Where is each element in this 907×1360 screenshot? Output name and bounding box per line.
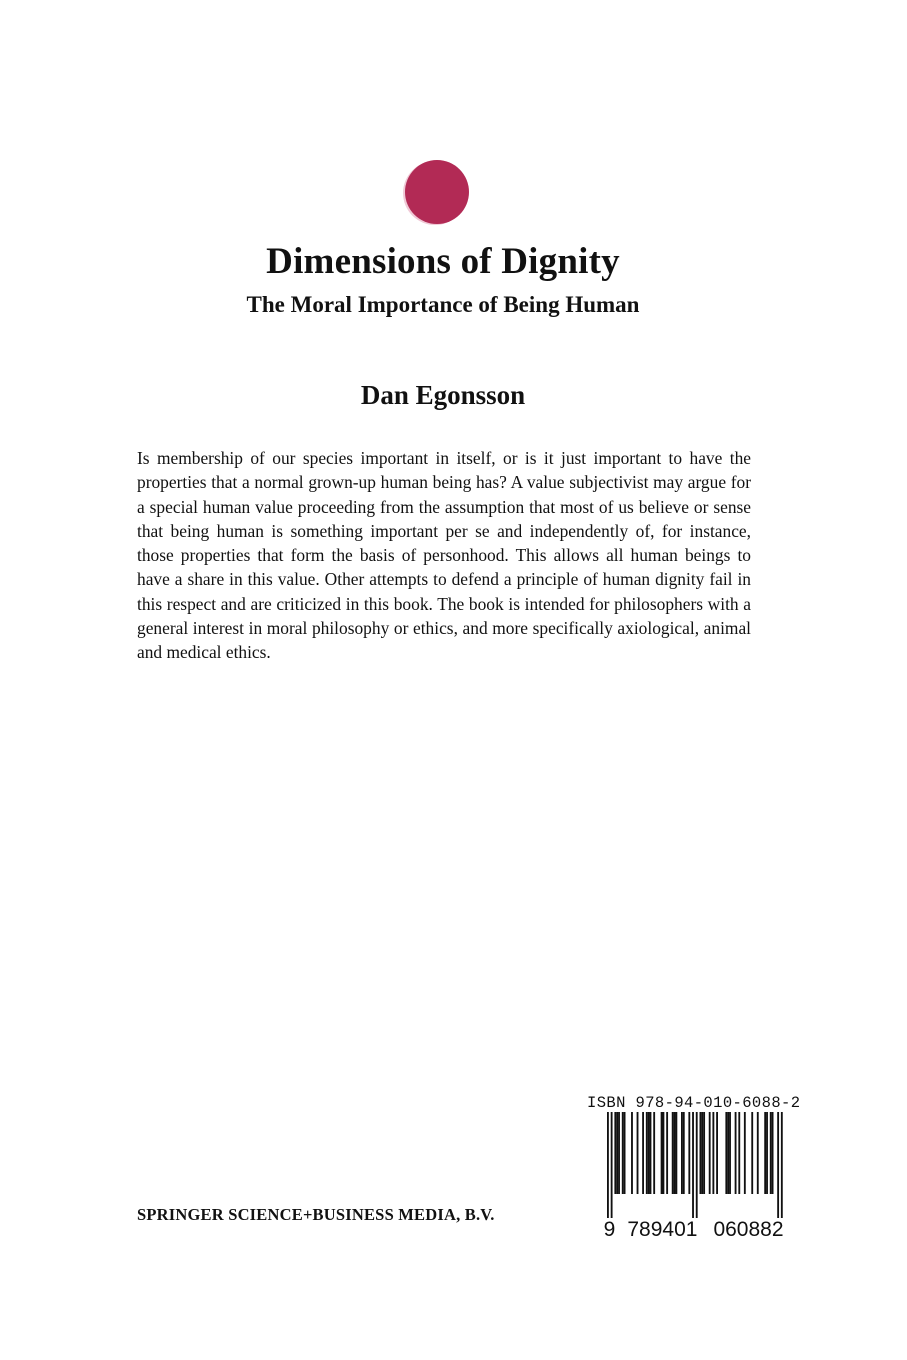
barcode-bar (766, 1112, 768, 1194)
decorative-dot (405, 160, 469, 224)
barcode-bar (701, 1112, 703, 1194)
barcode-bar (709, 1112, 711, 1194)
barcode-bar (683, 1112, 685, 1194)
barcode-bar (703, 1112, 705, 1194)
barcode-bar (624, 1112, 626, 1194)
book-author: Dan Egonsson (360, 380, 526, 410)
barcode-bar (700, 1112, 702, 1194)
barcode-bar (616, 1112, 618, 1194)
barcode-bar (738, 1112, 740, 1194)
barcode-bar (648, 1112, 650, 1194)
barcode-bar (729, 1112, 731, 1194)
book-blurb: Is membership of our species important in itself, or is it just important to have the properties that a normal grown-up human being has? A value subjectivist may argue for a special human value proceeding from the assumption that most of us believe or sense that being human is something important per se and independently of, for instance, those properties that form the basis of personhood. This allows all human beings to have a share in this value. Other attempts to defend a principle of human dignity fail in this respect and are criticized in this book. The book is intended for philosophers with a general interest in moral philosophy or ethics, and more specifically axiological, animal and medical ethics. (137, 448, 751, 663)
barcode-bar (764, 1112, 766, 1194)
barcode-bar (727, 1112, 729, 1194)
barcode-bar (672, 1112, 674, 1194)
publisher-name: SPRINGER SCIENCE+BUSINESS MEDIA, B.V. (137, 1205, 495, 1224)
barcode-bar (618, 1112, 620, 1194)
barcode-lead-digit: 9 (603, 1218, 616, 1241)
barcode-bar (688, 1112, 690, 1194)
barcode-digits (590, 1194, 786, 1242)
barcode-left-digits: 789401 (627, 1218, 698, 1241)
isbn-label: ISBN 978-94-010-6088-2 (587, 1094, 801, 1112)
barcode-bar (770, 1112, 772, 1194)
barcode-bar (725, 1112, 727, 1194)
barcode-bar (614, 1112, 616, 1194)
barcode-bar (772, 1112, 774, 1194)
book-title: Dimensions of Dignity (266, 241, 620, 282)
barcode-bar (663, 1112, 665, 1194)
barcode-bar (637, 1112, 639, 1194)
barcode-bar (653, 1112, 655, 1194)
barcode-right-digits: 060882 (713, 1218, 784, 1241)
barcode-bar (650, 1112, 652, 1194)
barcode-bar (712, 1112, 714, 1194)
barcode-bar (744, 1112, 746, 1194)
barcode-bar (716, 1112, 718, 1194)
barcode-bar (666, 1112, 668, 1194)
book-subtitle: The Moral Importance of Being Human (246, 292, 640, 317)
barcode-bar (674, 1112, 676, 1194)
barcode-bar (675, 1112, 677, 1194)
barcode-bar (661, 1112, 663, 1194)
barcode-bar (631, 1112, 633, 1194)
barcode-bar (681, 1112, 683, 1194)
barcode-bar (622, 1112, 624, 1194)
barcode-bar (735, 1112, 737, 1194)
barcode-bar (646, 1112, 648, 1194)
barcode-bar (642, 1112, 644, 1194)
barcode-bar (757, 1112, 759, 1194)
barcode-bar (751, 1112, 753, 1194)
